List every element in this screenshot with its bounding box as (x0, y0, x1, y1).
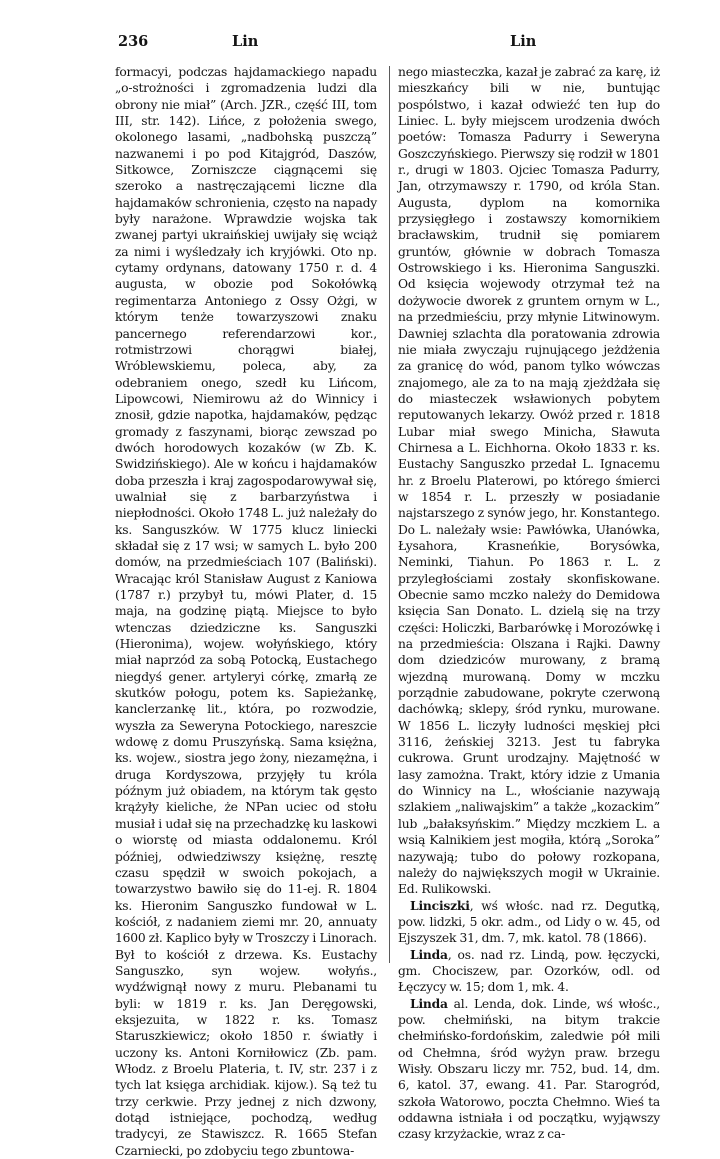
entry-text: al. Lenda, dok. Linde, wś włośc., pow. chełmiński, na bitym trakcie chełmińsko-fordońskim, zaledwie pół mili od Chełmna, śród wyżyn praw. brzegu Wisły. Obszaru liczy mr. 752, bud. 14, dm. 6, katol. 37, ewang. 41. Par. Starogród, szkoła Watorowo, poczta Chełmno. Wieś ta oddawna istniała i od początku, wyjąwszy czasy krzyżackie, wraz z ca- (398, 996, 660, 1142)
column-divider (389, 66, 390, 963)
entry-text: , os. nad rz. Lindą, pow. łęczycki, gm. Chociszew, par. Ozorków, odl. od Łęczycy w. 15; dom 1, mk. 4. (398, 947, 660, 995)
entry-headword: Linda (410, 946, 448, 962)
entry-headword: Linda (410, 995, 448, 1011)
entry-text: , wś włośc. nad rz. Degutką, pow. lidzki, 5 okr. adm., od Lidy o w. 45, od Ejszyszek 31, dm. 7, mk. katol. 78 (1866). (398, 898, 660, 946)
running-head-right: Lin (510, 33, 537, 50)
entry-headword: Linciszki (410, 897, 470, 913)
paragraph: formacyi, podczas hajdamackiego napadu „o-strożności i zgromadzenia ludzi dla obrony nie miał” (Arch. JZR., część III, tom III, str. 142). Lińce, z położenia swego, okolonego lasami, „nadbohską puszczą” nazwanemi i po pod Kitajgród, Daszów, Sitkowce, Zorniszcze ciągnącemi się szeroko a nastręczającemi liczne dla hajdamaków schronienia, często na napady były narażone. Wprawdzie wojska tak zwanej partyi ukraińskiej uwijały się wciąż za nimi i wyśledzały ich kryjówki. Oto np. cytamy ordynans, datowany 1750 r. d. 4 augusta, w obozie pod Sokołówką regimentarza Antoniego z Ossy Ożgi, w którym tenże towarzyszowi znaku pancernego referendarzowi kor., rotmistrzowi chorągwi białej, Wróblewskiemu, poleca, aby, za odebraniem onego, szedł ku Lińcom, Lipowcowi, Niemirowu aż do Winnicy i znosił, gdzie napotka, hajdamaków, pędząc gromady z faszynami, biorąc zewszad po dwóch horodowych kozaków (w Zb. K. Swidzińskiego). Ale w końcu i hajdamaków doba przeszła i kraj zagospodarowywał się, uwalniał się z barbarzyństwa i niepłodności. Około 1748 L. już należały do ks. Sanguszków. W 1775 klucz liniecki składał się z 17 wsi; w samych L. było 200 domów, na przedmieściach 107 (Baliński). Wracając król Stanisław August z Kaniowa (1787 r.) przybył tu, mówi Plater, d. 15 maja, na godzinę piątą. Miejsce to było wtenczas dziedziczne ks. Sanguszki (Hieronima), wojew. wołyńskiego, który miał naprzód za sobą Potocką, Eustachego niegdyś gener. artyleryi córkę, zmarłą ze skutków połogu, potem ks. Sapieżankę, kanclerzankę lit., która, po rozwodzie, wyszła za Seweryna Potockiego, nareszcie wdowę z domu Pruszyńską. Sama księżna, ks. wojew., siostra jego żony, niezamężna, i druga Kordyszowa, przyjęły tu króla późnym już obiadem, na którym tak gęsto krążyły kieliche, że NPan uciec od stołu musiał i udał się na przechadzkę ku laskowi o wiorstę od miasta oddalonemu. Król później, odwiedziwszy księżnę, resztę czasu spędził w swoich pokojach, a towarzystwo bawiło się do 11-ej. R. 1804 ks. Hieronim Sanguszko fundował w L. kościół, z nadaniem ziemi mr. 20, annuaty 1600 zł. Kaplico były w Troszczy i Linorach. Był to kościół z drzewa. Ks. Eustachy Sanguszko, syn wojew. wołyńs., wydźwignął nowy z muru. Plebanami tu byli: w 1819 r. ks. Jan Deręgowski, eksjezuita, w 1822 r. ks. Tomasz Staruszkiewicz; około 1850 r. światły i uczony ks. Antoni Korniłowicz (Zb. pam. Włodz. z Broelu Plateria, t. IV, str. 237 i z tych lat księga archidiak. kijow.). Są też tu trzy cerkwie. Przy jednej z nich dzwony, dotąd istniejące, pochodzą, według tradycyi, ze Stawiszcz. R. 1665 Stefan Czarniecki, po zdobyciu tego zbuntowa- (115, 65, 377, 1158)
page-number: 236 (118, 33, 149, 50)
entry-linda-2 (398, 996, 660, 1143)
paragraph: nego miasteczka, kazał je zabrać za karę, iż mieszkańcy bili w nie, buntując pospólstwo, i kazał odwieźć ten łup do Liniec. L. były miejscem urodzenia dwóch poetów: Tomasza Padurry i Seweryna Goszczyńskiego. Pierwszy się rodził w 1801 r., drugi w 1803. Ojciec Tomasza Padurry, Jan, otrzymawszy r. 1790, od króla Stan. Augusta, dyplom na komornika przysięgłego i zostawszy komornikiem bracławskim, trudnił się pomiarem gruntów, głównie w dobrach Tomasza Ostrowskiego i ks. Hieronima Sanguszki. Od księcia wojewody otrzymał też na dożywocie dworek z gruntem ornym w L., na przedmieściu, przy młynie Litwinowym. Dawniej szlachta dla poratowania zdrowia nie miała zwyczaju rujnującego jeżdżenia za granicę do wód, panom tylko wówczas znajomego, ale za to na mają zjeżdżała się do miasteczek wsławionych pobytem reputowanych lekarzy. Owóż przed r. 1818 Lubar miał swego Minicha, Sławuta Chirnesa a L. Eichhorna. Około 1833 r. ks. Eustachy Sanguszko przedał L. Ignacemu hr. z Broelu Platerowi, po którego śmierci w 1854 r. L. przeszły w posiadanie najstarszego z synów jego, hr. Konstantego. Do L. należały wsie: Pawłówka, Ułanówka, Łysahora, Krasneńkie, Borysówka, Neminki, Tiahun. Po 1863 r. L. z przyległościami zostały skonfiskowane. Obecnie samo mczko należy do Demidowa księcia San Donato. L. dzielą się na trzy części: Holiczki, Barbarówkę i Morozówkę i na przedmieścia: Olszana i Rajki. Dawny dom dziedziców murowany, z bramą wjezdną murowaną. Domy w mczku porządnie zabudowane, pokryte czerwoną dachówką; sklepy, śród rynku, murowane. W 1856 L. liczyły ludności męskiej płci 3116, żeńskiej 3213. Jest tu fabryka cukrowa. Grunt urodzajny. Majętność w lasy zamożna. Trakt, który idzie z Umania do Winnicy na L., włościanie nazywają szlakiem „naliwajskim” a także „kozackim” lub „bałaksyńskim.” Między mczkiem L. a wsią Kalnikiem jest mogiła, którą „Soroka” nazywają; tubo do połowy rozkopana, należy do największych mogił w Ukrainie. Ed. Rulikowski. (398, 65, 660, 897)
left-column (115, 64, 377, 1159)
entry-linda-1 (398, 947, 660, 996)
right-column (398, 64, 660, 1143)
running-head-left: Lin (232, 33, 259, 50)
entry-linciszki (398, 898, 660, 947)
